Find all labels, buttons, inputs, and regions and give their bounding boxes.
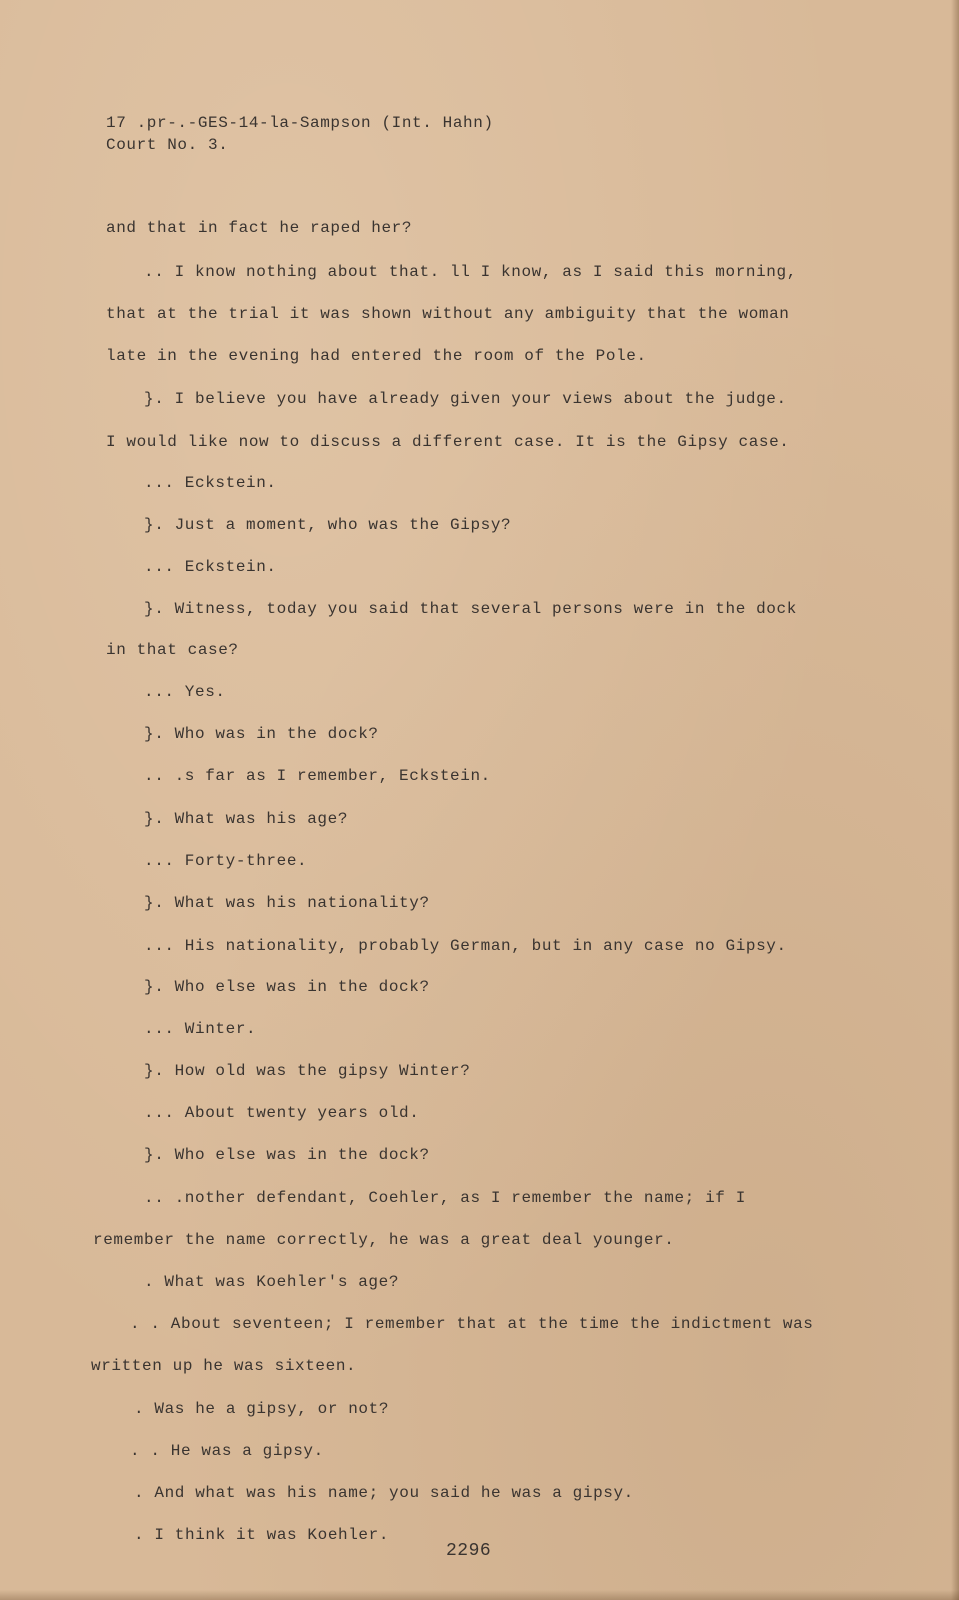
transcript-line: written up he was sixteen. [91, 1357, 357, 1375]
transcript-line: }. Who else was in the dock? [144, 1146, 430, 1164]
transcript-line: }. What was his nationality? [144, 894, 430, 912]
transcript-line: }. Just a moment, who was the Gipsy? [144, 516, 512, 534]
transcript-line: . . About seventeen; I remember that at the time the indictment was [130, 1315, 814, 1333]
transcript-line: ... About twenty years old. [144, 1104, 420, 1122]
transcript-line: and that in fact he raped her? [106, 219, 413, 237]
transcript-line: . I think it was Koehler. [134, 1526, 390, 1544]
page-number: 2296 [446, 1541, 492, 1561]
transcript-line: .. I know nothing about that. ll I know, as I said this morning, [144, 263, 797, 281]
transcript-line: }. Who was in the dock? [144, 725, 379, 743]
transcript-line: remember the name correctly, he was a great deal younger. [93, 1231, 675, 1249]
transcript-line: }. Who else was in the dock? [144, 978, 430, 996]
transcript-line: .. .s far as I remember, Eckstein. [144, 767, 491, 785]
transcript-line: }. Witness, today you said that several persons were in the dock [144, 600, 797, 618]
transcript-line: ... Forty-three. [144, 852, 308, 870]
transcript-line: ... Eckstein. [144, 474, 277, 492]
paper-edge-bottom [0, 1590, 959, 1600]
transcript-line: ... Yes. [144, 683, 226, 701]
transcript-line: in that case? [106, 641, 239, 659]
header-line-2: Court No. 3. [106, 136, 229, 154]
transcript-line: I would like now to discuss a different case. It is the Gipsy case. [106, 433, 790, 451]
transcript-line: }. What was his age? [144, 810, 349, 828]
transcript-line: }. I believe you have already given your views about the judge. [144, 390, 787, 408]
transcript-line: ... Eckstein. [144, 558, 277, 576]
transcript-line: . What was Koehler's age? [144, 1273, 400, 1291]
transcript-line: . And what was his name; you said he was a gipsy. [134, 1484, 634, 1502]
transcript-line: . . He was a gipsy. [130, 1442, 324, 1460]
transcript-line: that at the trial it was shown without any ambiguity that the woman [106, 305, 790, 323]
header-line-1: 17 .pr-.-GES-14-la-Sampson (Int. Hahn) [106, 114, 494, 132]
transcript-line: }. How old was the gipsy Winter? [144, 1062, 471, 1080]
transcript-line: ... Winter. [144, 1020, 257, 1038]
paper-edge-right [951, 0, 959, 1600]
transcript-line: late in the evening had entered the room of the Pole. [106, 347, 647, 365]
transcript-line: . Was he a gipsy, or not? [134, 1400, 390, 1418]
transcript-line: .. .nother defendant, Coehler, as I remember the name; if I [144, 1189, 746, 1207]
transcript-line: ... His nationality, probably German, but in any case no Gipsy. [144, 937, 787, 955]
